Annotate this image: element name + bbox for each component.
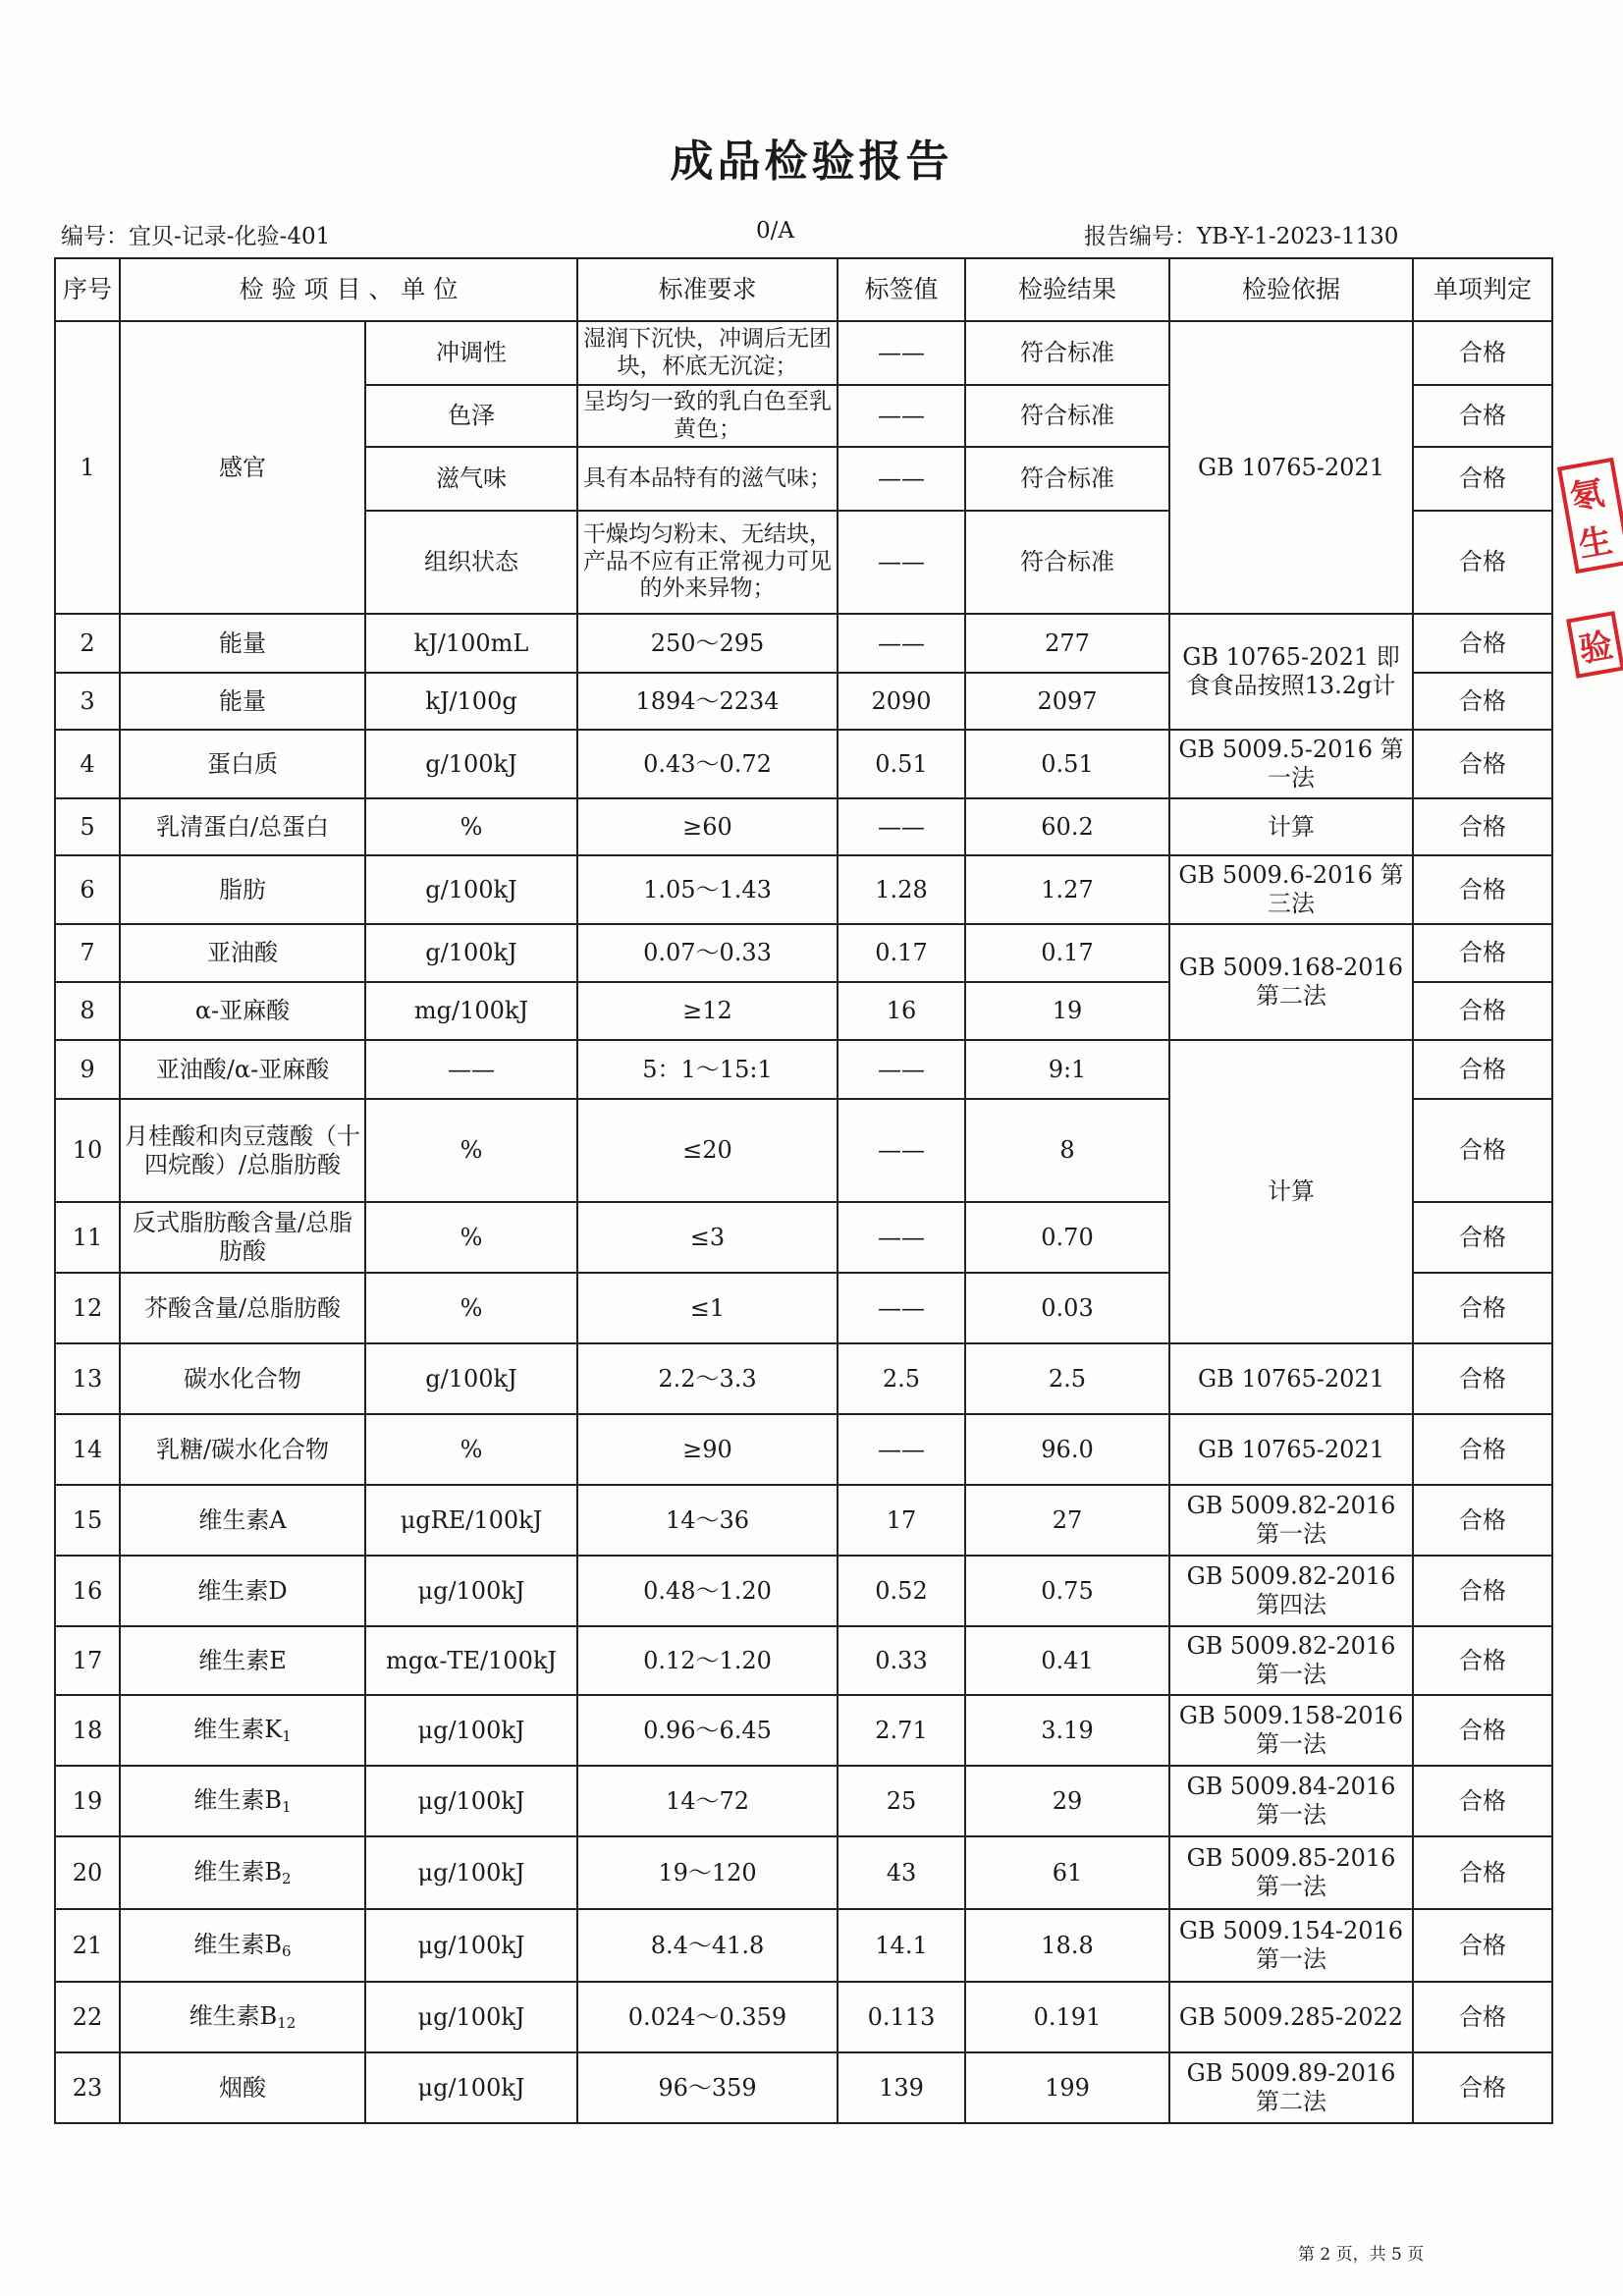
cell-judgment: 合格 bbox=[1413, 1766, 1552, 1836]
cell-unit: g/100kJ bbox=[365, 1343, 577, 1414]
cell-judgment: 合格 bbox=[1413, 1273, 1552, 1343]
cell-label: —— bbox=[838, 447, 965, 511]
cell-result: 2.5 bbox=[965, 1343, 1169, 1414]
cell-seq: 22 bbox=[55, 1982, 120, 2052]
cell-label: —— bbox=[838, 1414, 965, 1485]
cell-unit: μg/100kJ bbox=[365, 1766, 577, 1836]
cell-judgment: 合格 bbox=[1413, 673, 1552, 730]
cell-item bbox=[120, 1982, 365, 2052]
cell-result: 277 bbox=[965, 614, 1169, 673]
cell-seq: 23 bbox=[55, 2052, 120, 2123]
cell-label: —— bbox=[838, 321, 965, 385]
table-row bbox=[55, 855, 1552, 924]
cell-unit: μg/100kJ bbox=[365, 2052, 577, 2123]
cell-judgment: 合格 bbox=[1413, 1040, 1552, 1099]
cell-judgment: 合格 bbox=[1413, 1836, 1552, 1909]
cell-label: 0.17 bbox=[838, 924, 965, 982]
cell-result: 0.75 bbox=[965, 1556, 1169, 1626]
col-header-label-value: 标签值 bbox=[838, 258, 965, 321]
cell-result: 符合标准 bbox=[965, 447, 1169, 511]
cell-standard: 5：1～15:1 bbox=[577, 1040, 838, 1099]
cell-unit: μg/100kJ bbox=[365, 1909, 577, 1982]
cell-basis: GB 5009.5-2016 第一法 bbox=[1169, 730, 1413, 798]
cell-standard: 8.4～41.8 bbox=[577, 1909, 838, 1982]
cell-standard: 96～359 bbox=[577, 2052, 838, 2123]
cell-judgment: 合格 bbox=[1413, 1343, 1552, 1414]
cell-seq: 20 bbox=[55, 1836, 120, 1909]
cell-label: —— bbox=[838, 1040, 965, 1099]
cell-item: 芥酸含量/总脂肪酸 bbox=[120, 1273, 365, 1343]
cell-item: 能量 bbox=[120, 673, 365, 730]
cell-result: 60.2 bbox=[965, 798, 1169, 855]
cell-seq: 13 bbox=[55, 1343, 120, 1414]
cell-judgment: 合格 bbox=[1413, 1556, 1552, 1626]
cell-standard: ≥12 bbox=[577, 982, 838, 1040]
cell-seq: 11 bbox=[55, 1202, 120, 1273]
cell-standard: 2.2～3.3 bbox=[577, 1343, 838, 1414]
cell-label: —— bbox=[838, 385, 965, 447]
cell-standard: 14～72 bbox=[577, 1766, 838, 1836]
cell-seq: 12 bbox=[55, 1273, 120, 1343]
cell-standard: 0.48～1.20 bbox=[577, 1556, 838, 1626]
item-subscript: 1 bbox=[282, 1727, 292, 1745]
cell-judgment: 合格 bbox=[1413, 614, 1552, 673]
cell-seq: 3 bbox=[55, 673, 120, 730]
cell-item: 脂肪 bbox=[120, 855, 365, 924]
cell-item bbox=[120, 1695, 365, 1766]
cell-standard: 1894～2234 bbox=[577, 673, 838, 730]
cell-basis: GB 5009.6-2016 第三法 bbox=[1169, 855, 1413, 924]
cell-result: 符合标准 bbox=[965, 511, 1169, 614]
cell-unit: g/100kJ bbox=[365, 924, 577, 982]
cell-judgment: 合格 bbox=[1413, 982, 1552, 1040]
cell-unit: % bbox=[365, 1202, 577, 1273]
cell-unit: % bbox=[365, 1099, 577, 1202]
cell-standard: 0.12～1.20 bbox=[577, 1626, 838, 1695]
cell-seq: 1 bbox=[55, 321, 120, 614]
cell-unit: g/100kJ bbox=[365, 730, 577, 798]
cell-basis: GB 5009.285-2022 bbox=[1169, 1982, 1413, 2052]
cell-item: 能量 bbox=[120, 614, 365, 673]
cell-label: 43 bbox=[838, 1836, 965, 1909]
table-row bbox=[55, 321, 1552, 385]
cell-result: 2097 bbox=[965, 673, 1169, 730]
cell-label: —— bbox=[838, 1273, 965, 1343]
item-name: 维生素K bbox=[193, 1716, 283, 1743]
col-header-basis: 检验依据 bbox=[1169, 258, 1413, 321]
cell-unit: % bbox=[365, 1414, 577, 1485]
cell-judgment: 合格 bbox=[1413, 1414, 1552, 1485]
cell-seq: 21 bbox=[55, 1909, 120, 1982]
col-header-result: 检验结果 bbox=[965, 258, 1169, 321]
cell-label: —— bbox=[838, 614, 965, 673]
cell-label: 2090 bbox=[838, 673, 965, 730]
item-name: 维生素B bbox=[189, 2002, 278, 2030]
cell-subitem: 冲调性 bbox=[365, 321, 577, 385]
cell-seq: 18 bbox=[55, 1695, 120, 1766]
cell-result: 27 bbox=[965, 1485, 1169, 1556]
cell-basis: GB 5009.158-2016 第一法 bbox=[1169, 1695, 1413, 1766]
cell-seq: 5 bbox=[55, 798, 120, 855]
cell-seq: 2 bbox=[55, 614, 120, 673]
cell-judgment: 合格 bbox=[1413, 511, 1552, 614]
table-row bbox=[55, 1982, 1552, 2052]
cell-subitem: 滋气味 bbox=[365, 447, 577, 511]
cell-standard: 呈均匀一致的乳白色至乳黄色； bbox=[577, 385, 838, 447]
page-number: 第 2 页，共 5 页 bbox=[1298, 2245, 1425, 2265]
cell-label: 25 bbox=[838, 1766, 965, 1836]
cell-standard: 1.05～1.43 bbox=[577, 855, 838, 924]
cell-standard: ≥60 bbox=[577, 798, 838, 855]
report-number: 报告编号：YB-Y-1-2023-1130 bbox=[1084, 224, 1399, 249]
cell-result: 0.41 bbox=[965, 1626, 1169, 1695]
cell-seq: 15 bbox=[55, 1485, 120, 1556]
item-name: 维生素B bbox=[193, 1858, 283, 1886]
cell-item: 碳水化合物 bbox=[120, 1343, 365, 1414]
cell-basis: GB 10765-2021 bbox=[1169, 1343, 1413, 1414]
item-subscript: 12 bbox=[277, 2014, 297, 2032]
cell-item: 亚油酸/α-亚麻酸 bbox=[120, 1040, 365, 1099]
cell-label: —— bbox=[838, 511, 965, 614]
cell-judgment: 合格 bbox=[1413, 321, 1552, 385]
cell-result: 0.70 bbox=[965, 1202, 1169, 1273]
cell-item: 乳糖/碳水化合物 bbox=[120, 1414, 365, 1485]
inspection-table bbox=[54, 257, 1553, 2124]
cell-basis: GB 5009.154-2016 第一法 bbox=[1169, 1909, 1413, 1982]
table-row bbox=[55, 1414, 1552, 1485]
cell-item bbox=[120, 1766, 365, 1836]
cell-result: 0.17 bbox=[965, 924, 1169, 982]
cell-judgment: 合格 bbox=[1413, 924, 1552, 982]
cell-seq: 19 bbox=[55, 1766, 120, 1836]
table-row bbox=[55, 1485, 1552, 1556]
cell-label: 0.33 bbox=[838, 1626, 965, 1695]
cell-item: 烟酸 bbox=[120, 2052, 365, 2123]
cell-basis: GB 5009.82-2016 第一法 bbox=[1169, 1485, 1413, 1556]
header-row bbox=[55, 258, 1552, 321]
cell-label: —— bbox=[838, 1099, 965, 1202]
cell-unit: μg/100kJ bbox=[365, 1982, 577, 2052]
cell-standard: 具有本品特有的滋气味； bbox=[577, 447, 838, 511]
cell-item: 维生素E bbox=[120, 1626, 365, 1695]
table-row bbox=[55, 1766, 1552, 1836]
cell-item: 亚油酸 bbox=[120, 924, 365, 982]
cell-judgment: 合格 bbox=[1413, 1202, 1552, 1273]
item-name: 维生素B bbox=[193, 1931, 283, 1958]
cell-basis: GB 5009.168-2016 第二法 bbox=[1169, 924, 1413, 1040]
cell-basis: GB 5009.82-2016 第一法 bbox=[1169, 1626, 1413, 1695]
cell-item bbox=[120, 1909, 365, 1982]
cell-item: 感官 bbox=[120, 321, 365, 614]
cell-standard: 0.07～0.33 bbox=[577, 924, 838, 982]
table-row bbox=[55, 1343, 1552, 1414]
table-row bbox=[55, 730, 1552, 798]
cell-item: 乳清蛋白/总蛋白 bbox=[120, 798, 365, 855]
item-subscript: 6 bbox=[282, 1942, 292, 1960]
cell-seq: 7 bbox=[55, 924, 120, 982]
cell-result: 符合标准 bbox=[965, 321, 1169, 385]
cell-unit: —— bbox=[365, 1040, 577, 1099]
cell-subitem: 色泽 bbox=[365, 385, 577, 447]
cell-standard: 0.43～0.72 bbox=[577, 730, 838, 798]
cell-label: —— bbox=[838, 1202, 965, 1273]
cell-result: 9:1 bbox=[965, 1040, 1169, 1099]
cell-standard: 干燥均匀粉末、无结块，产品不应有正常视力可见的外来异物； bbox=[577, 511, 838, 614]
cell-label: —— bbox=[838, 798, 965, 855]
cell-judgment: 合格 bbox=[1413, 798, 1552, 855]
cell-judgment: 合格 bbox=[1413, 2052, 1552, 2123]
cell-result: 0.03 bbox=[965, 1273, 1169, 1343]
table-row bbox=[55, 798, 1552, 855]
cell-item: α-亚麻酸 bbox=[120, 982, 365, 1040]
cell-label: 0.51 bbox=[838, 730, 965, 798]
cell-label: 2.5 bbox=[838, 1343, 965, 1414]
col-header-standard: 标准要求 bbox=[577, 258, 838, 321]
cell-unit: kJ/100mL bbox=[365, 614, 577, 673]
cell-seq: 17 bbox=[55, 1626, 120, 1695]
table-row bbox=[55, 1909, 1552, 1982]
col-header-item-unit: 检 验 项 目 、 单 位 bbox=[120, 258, 577, 321]
cell-judgment: 合格 bbox=[1413, 1485, 1552, 1556]
table-row bbox=[55, 1695, 1552, 1766]
cell-basis: GB 10765-2021 即食食品按照13.2g计 bbox=[1169, 614, 1413, 730]
cell-unit: mgα-TE/100kJ bbox=[365, 1626, 577, 1695]
cell-basis: GB 5009.82-2016 第四法 bbox=[1169, 1556, 1413, 1626]
cell-judgment: 合格 bbox=[1413, 447, 1552, 511]
cell-judgment: 合格 bbox=[1413, 1909, 1552, 1982]
cell-result: 96.0 bbox=[965, 1414, 1169, 1485]
cell-basis: GB 5009.84-2016 第一法 bbox=[1169, 1766, 1413, 1836]
cell-standard: 0.96～6.45 bbox=[577, 1695, 838, 1766]
cell-seq: 16 bbox=[55, 1556, 120, 1626]
cell-label: 0.113 bbox=[838, 1982, 965, 2052]
red-seal-fragment: 验 bbox=[1566, 611, 1623, 679]
cell-basis: GB 10765-2021 bbox=[1169, 321, 1413, 614]
cell-basis: 计算 bbox=[1169, 1040, 1413, 1343]
cell-unit: μgRE/100kJ bbox=[365, 1485, 577, 1556]
cell-result: 61 bbox=[965, 1836, 1169, 1909]
item-name: 维生素B bbox=[193, 1786, 283, 1814]
cell-label: 0.52 bbox=[838, 1556, 965, 1626]
cell-unit: μg/100kJ bbox=[365, 1556, 577, 1626]
cell-unit: μg/100kJ bbox=[365, 1836, 577, 1909]
cell-result: 29 bbox=[965, 1766, 1169, 1836]
cell-item: 维生素D bbox=[120, 1556, 365, 1626]
cell-label: 2.71 bbox=[838, 1695, 965, 1766]
cell-item bbox=[120, 1836, 365, 1909]
cell-unit: mg/100kJ bbox=[365, 982, 577, 1040]
cell-judgment: 合格 bbox=[1413, 855, 1552, 924]
cell-standard: ≤3 bbox=[577, 1202, 838, 1273]
cell-standard: 19～120 bbox=[577, 1836, 838, 1909]
cell-standard: ≤20 bbox=[577, 1099, 838, 1202]
cell-label: 17 bbox=[838, 1485, 965, 1556]
col-header-judgment: 单项判定 bbox=[1413, 258, 1552, 321]
cell-subitem: 组织状态 bbox=[365, 511, 577, 614]
cell-standard: 250～295 bbox=[577, 614, 838, 673]
table-row bbox=[55, 1040, 1552, 1099]
cell-result: 0.191 bbox=[965, 1982, 1169, 2052]
cell-item: 蛋白质 bbox=[120, 730, 365, 798]
cell-result: 符合标准 bbox=[965, 385, 1169, 447]
cell-result: 1.27 bbox=[965, 855, 1169, 924]
cell-result: 0.51 bbox=[965, 730, 1169, 798]
cell-unit: μg/100kJ bbox=[365, 1695, 577, 1766]
document-version: 0/A bbox=[756, 218, 794, 244]
cell-result: 8 bbox=[965, 1099, 1169, 1202]
table-row bbox=[55, 1626, 1552, 1695]
cell-result: 199 bbox=[965, 2052, 1169, 2123]
table-row bbox=[55, 924, 1552, 982]
cell-unit: % bbox=[365, 1273, 577, 1343]
cell-judgment: 合格 bbox=[1413, 730, 1552, 798]
item-subscript: 2 bbox=[282, 1870, 292, 1887]
col-header-seq: 序号 bbox=[55, 258, 120, 321]
cell-seq: 9 bbox=[55, 1040, 120, 1099]
red-seal-fragment: 氡生 bbox=[1557, 458, 1623, 574]
cell-result: 19 bbox=[965, 982, 1169, 1040]
cell-seq: 10 bbox=[55, 1099, 120, 1202]
cell-item: 月桂酸和肉豆蔻酸（十四烷酸）/总脂肪酸 bbox=[120, 1099, 365, 1202]
document-code: 编号：宜贝-记录-化验-401 bbox=[61, 224, 331, 249]
cell-seq: 4 bbox=[55, 730, 120, 798]
cell-basis: GB 5009.89-2016 第二法 bbox=[1169, 2052, 1413, 2123]
cell-basis: GB 5009.85-2016 第一法 bbox=[1169, 1836, 1413, 1909]
item-subscript: 1 bbox=[282, 1798, 292, 1816]
cell-unit: g/100kJ bbox=[365, 855, 577, 924]
cell-label: 139 bbox=[838, 2052, 965, 2123]
cell-seq: 14 bbox=[55, 1414, 120, 1485]
cell-label: 1.28 bbox=[838, 855, 965, 924]
cell-seq: 8 bbox=[55, 982, 120, 1040]
cell-judgment: 合格 bbox=[1413, 1626, 1552, 1695]
cell-basis: 计算 bbox=[1169, 798, 1413, 855]
cell-label: 14.1 bbox=[838, 1909, 965, 1982]
page-title: 成品检验报告 bbox=[670, 137, 953, 187]
cell-standard: 14～36 bbox=[577, 1485, 838, 1556]
table-row bbox=[55, 1556, 1552, 1626]
table-row bbox=[55, 614, 1552, 673]
cell-result: 3.19 bbox=[965, 1695, 1169, 1766]
cell-judgment: 合格 bbox=[1413, 385, 1552, 447]
cell-item: 反式脂肪酸含量/总脂肪酸 bbox=[120, 1202, 365, 1273]
cell-seq: 6 bbox=[55, 855, 120, 924]
cell-standard: 0.024～0.359 bbox=[577, 1982, 838, 2052]
cell-unit: kJ/100g bbox=[365, 673, 577, 730]
cell-standard: ≤1 bbox=[577, 1273, 838, 1343]
cell-standard: 湿润下沉快，冲调后无团块，杯底无沉淀； bbox=[577, 321, 838, 385]
cell-unit: % bbox=[365, 798, 577, 855]
cell-standard: ≥90 bbox=[577, 1414, 838, 1485]
cell-judgment: 合格 bbox=[1413, 1099, 1552, 1202]
cell-item: 维生素A bbox=[120, 1485, 365, 1556]
cell-label: 16 bbox=[838, 982, 965, 1040]
table-row bbox=[55, 1836, 1552, 1909]
table-row bbox=[55, 2052, 1552, 2123]
cell-judgment: 合格 bbox=[1413, 1982, 1552, 2052]
cell-basis: GB 10765-2021 bbox=[1169, 1414, 1413, 1485]
cell-judgment: 合格 bbox=[1413, 1695, 1552, 1766]
cell-result: 18.8 bbox=[965, 1909, 1169, 1982]
